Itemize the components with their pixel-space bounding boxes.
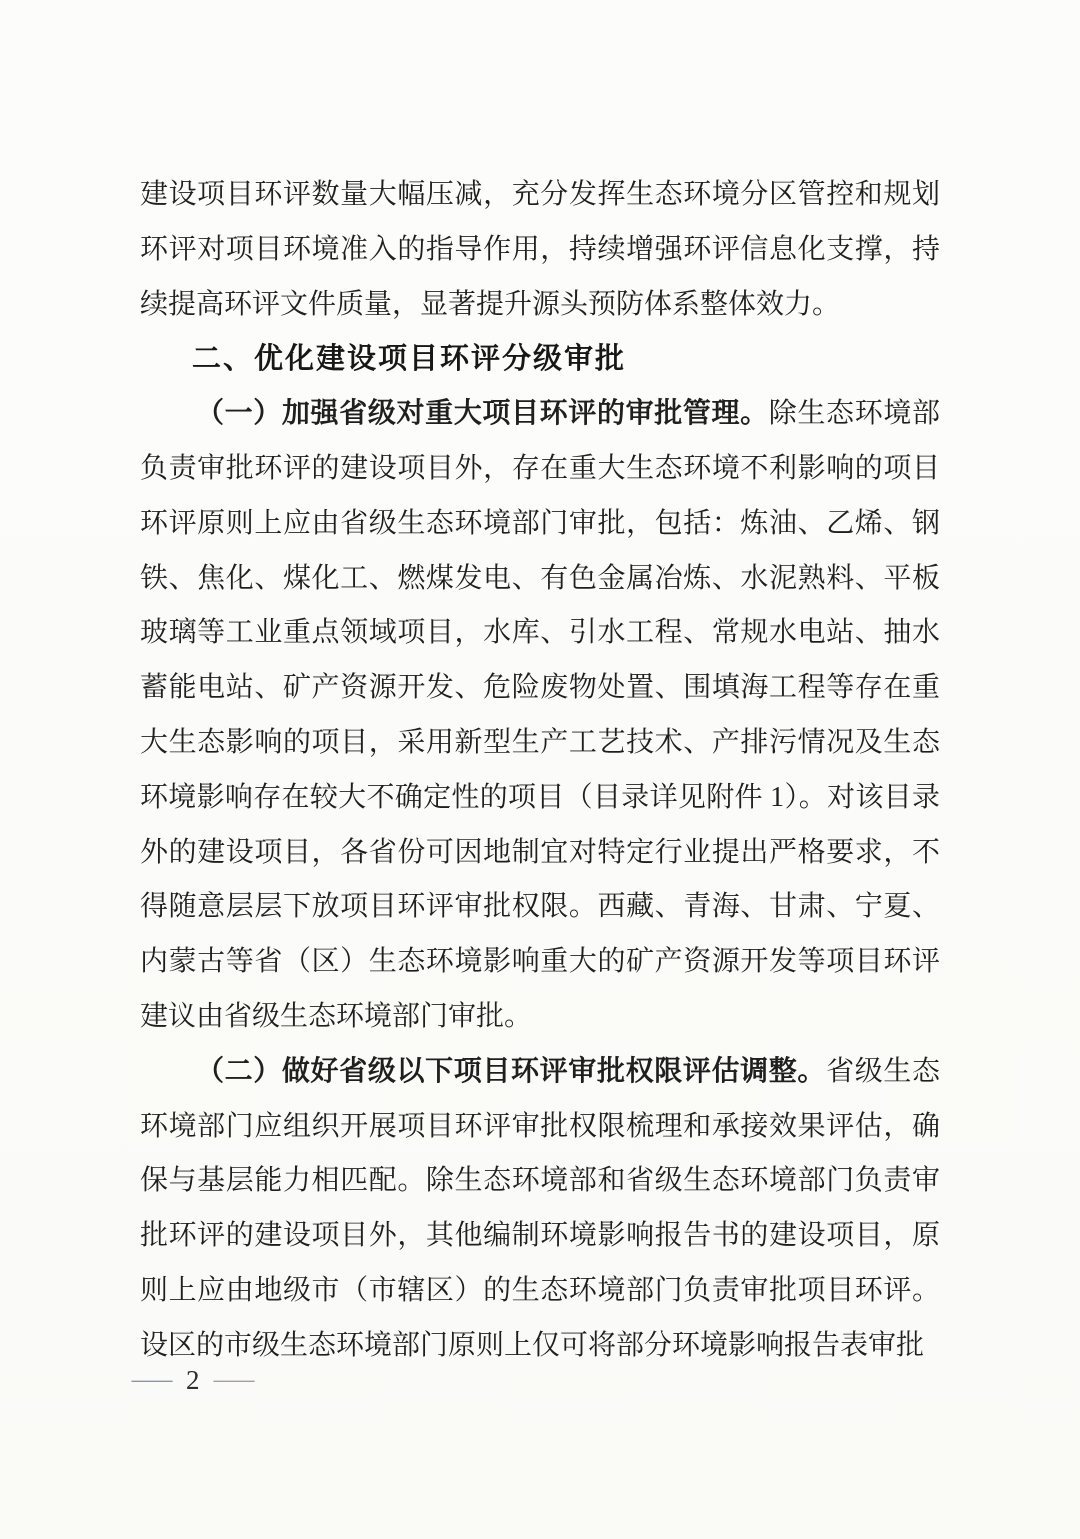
page-number: 2 — [186, 1364, 200, 1395]
document-body — [140, 168, 940, 1374]
paragraph-item-1 — [140, 387, 940, 1045]
footer-dash-right: — — [213, 1364, 254, 1395]
paragraph-item-2-body: 省级生态环境部门应组织开展项目环评审批权限梳理和承接效果评估，确保与基层能力相匹配。除生态环境部和省级生态环境部门负责审批环评的建设项目外，其他编制环境影响报告书的建设项目，原则上应由地级市（市辖区）的生态环境部门负责审批项目环评。设区的市级生态环境部门原则上仅可将部分环境影响报告表审批 — [140, 1055, 940, 1361]
page-footer — [131, 1358, 254, 1402]
paragraph-continuation: 建设项目环评数量大幅压减，充分发挥生态环境分区管控和规划环评对项目环境准入的指导作用，持续增强环评信息化支撑，持续提高环评文件质量，显著提升源头预防体系整体效力。 — [140, 179, 940, 320]
footer-dash-left: — — [131, 1364, 173, 1395]
paragraph-item-2-lead: （二）做好省级以下项目环评审批权限评估调整。 — [196, 1055, 827, 1087]
paragraph-item-1-body: 除生态环境部负责审批环评的建设项目外，存在重大生态环境不利影响的项目环评原则上应由省级生态环境部门审批，包括：炼油、乙烯、钢铁、焦化、煤化工、燃煤发电、有色金属冶炼、水泥熟料、平板玻璃等工业重点领域项目，水库、引水工程、常规水电站、抽水蓄能电站、矿产资源开发、危险废物处置、围填海工程等存在重大生态影响的项目，采用新型生产工艺技术、产排污情况及生态环境影响存在较大不确定性的项目（目录详见附件 1）。对该目录外的建设项目，各省份可因地制宜对特定行业提出严格要求，不得随意层层下放项目环评审批权限。西藏、青海、甘肃、宁夏、内蒙古等省（区）生态环境影响重大的矿产资源开发等项目环评建议由省级生态环境部门审批。 — [140, 398, 940, 1032]
paragraph-item-2 — [140, 1045, 940, 1374]
paragraph-item-1-lead: （一）加强省级对重大项目环评的审批管理。 — [196, 398, 769, 430]
section-heading: 二、优化建设项目环评分级审批 — [192, 343, 627, 376]
